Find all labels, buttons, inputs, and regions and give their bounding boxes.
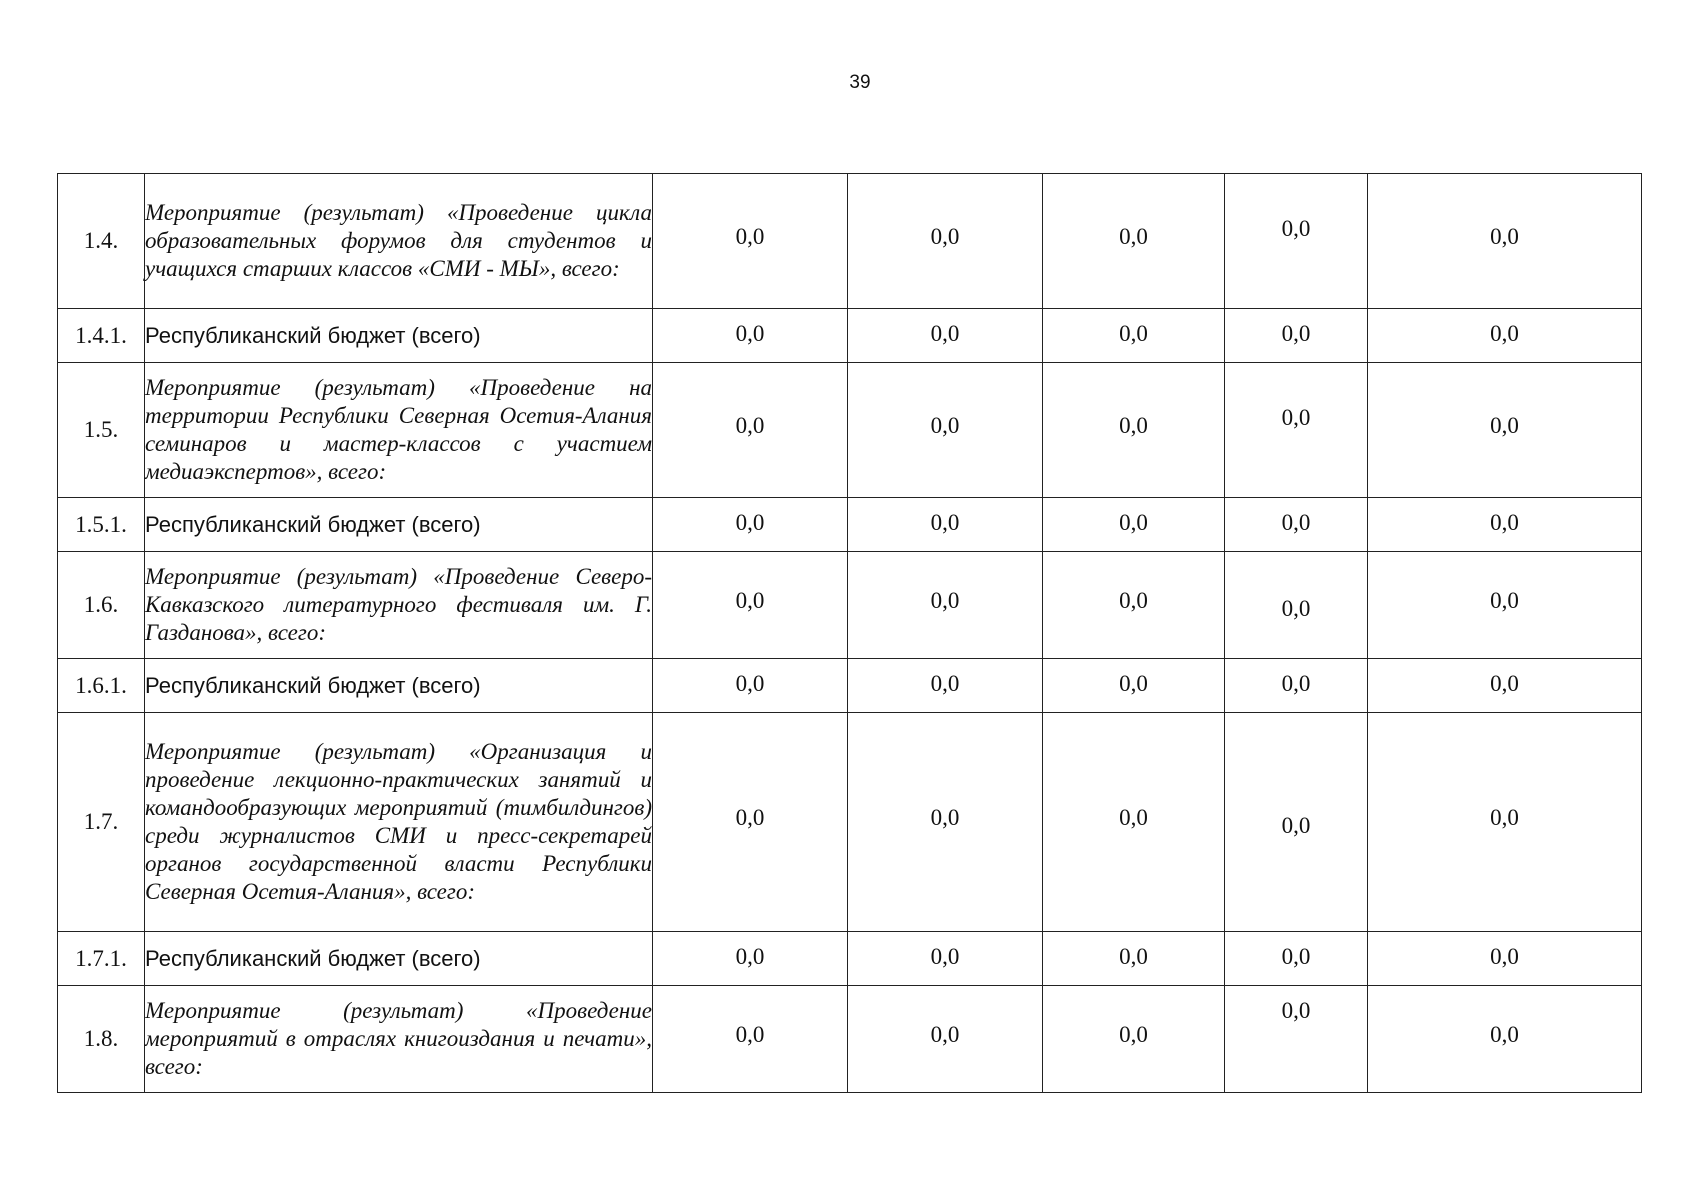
value-cell: 0,0 [1043, 363, 1225, 498]
value-cell: 0,0 [1043, 713, 1225, 932]
value-cell: 0,0 [1043, 659, 1225, 713]
row-description: Республиканский бюджет (всего) [145, 309, 653, 363]
value-cell: 0,0 [1225, 986, 1368, 1093]
table-row [58, 659, 1642, 713]
value-cell: 0,0 [1368, 713, 1642, 932]
value-cell: 0,0 [1368, 932, 1642, 986]
page-number: 39 [849, 72, 871, 93]
row-code: 1.5. [58, 363, 145, 498]
value-cell: 0,0 [1043, 986, 1225, 1093]
value-cell: 0,0 [1225, 713, 1368, 932]
row-description: Мероприятие (результат) «Проведение цикла образовательных форумов для студентов и учащихся старших классов «СМИ - МЫ», всего: [145, 174, 653, 309]
row-description: Республиканский бюджет (всего) [145, 498, 653, 552]
value-cell: 0,0 [653, 932, 848, 986]
value-cell: 0,0 [1043, 498, 1225, 552]
value-cell: 0,0 [653, 498, 848, 552]
row-description: Республиканский бюджет (всего) [145, 659, 653, 713]
value-cell: 0,0 [1368, 986, 1642, 1093]
value-cell: 0,0 [1225, 932, 1368, 986]
value-cell: 0,0 [653, 986, 848, 1093]
table-row [58, 498, 1642, 552]
value-cell: 0,0 [1368, 498, 1642, 552]
table-row [58, 309, 1642, 363]
row-code: 1.8. [58, 986, 145, 1093]
value-cell: 0,0 [1368, 309, 1642, 363]
value-cell: 0,0 [848, 659, 1043, 713]
row-code: 1.5.1. [58, 498, 145, 552]
row-code: 1.6.1. [58, 659, 145, 713]
table-row [58, 932, 1642, 986]
value-cell: 0,0 [848, 309, 1043, 363]
value-cell: 0,0 [653, 713, 848, 932]
value-cell: 0,0 [1225, 552, 1368, 659]
table-row [58, 174, 1642, 309]
value-cell: 0,0 [1368, 552, 1642, 659]
value-cell: 0,0 [653, 363, 848, 498]
value-cell: 0,0 [1225, 309, 1368, 363]
row-code: 1.7. [58, 713, 145, 932]
row-code: 1.4.1. [58, 309, 145, 363]
table-row [58, 986, 1642, 1093]
row-description: Мероприятие (результат) «Проведение на территории Республики Северная Осетия-Алания семинаров и мастер-классов с участием медиаэкспертов», всего: [145, 363, 653, 498]
table-row [58, 552, 1642, 659]
value-cell: 0,0 [848, 713, 1043, 932]
value-cell: 0,0 [653, 309, 848, 363]
value-cell: 0,0 [848, 932, 1043, 986]
table-row [58, 713, 1642, 932]
value-cell: 0,0 [848, 363, 1043, 498]
value-cell: 0,0 [1043, 552, 1225, 659]
row-code: 1.4. [58, 174, 145, 309]
value-cell: 0,0 [848, 552, 1043, 659]
row-code: 1.7.1. [58, 932, 145, 986]
table-row [58, 363, 1642, 498]
value-cell: 0,0 [653, 552, 848, 659]
value-cell: 0,0 [848, 986, 1043, 1093]
value-cell: 0,0 [1368, 174, 1642, 309]
value-cell: 0,0 [653, 174, 848, 309]
value-cell: 0,0 [1225, 174, 1368, 309]
value-cell: 0,0 [1043, 932, 1225, 986]
row-description: Республиканский бюджет (всего) [145, 932, 653, 986]
value-cell: 0,0 [653, 659, 848, 713]
row-description: Мероприятие (результат) «Организация и проведение лекционно-практических занятий и командообразующих мероприятий (тимбилдингов) среди журналистов СМИ и пресс-секретарей органов государственной власти Республики Северная Осетия-Алания», всего: [145, 713, 653, 932]
value-cell: 0,0 [848, 498, 1043, 552]
budget-table [57, 173, 1642, 1093]
value-cell: 0,0 [1043, 309, 1225, 363]
row-code: 1.6. [58, 552, 145, 659]
value-cell: 0,0 [1043, 174, 1225, 309]
value-cell: 0,0 [848, 174, 1043, 309]
value-cell: 0,0 [1225, 363, 1368, 498]
value-cell: 0,0 [1225, 659, 1368, 713]
value-cell: 0,0 [1368, 659, 1642, 713]
value-cell: 0,0 [1225, 498, 1368, 552]
row-description: Мероприятие (результат) «Проведение мероприятий в отраслях книгоиздания и печати», всего: [145, 986, 653, 1093]
value-cell: 0,0 [1368, 363, 1642, 498]
row-description: Мероприятие (результат) «Проведение Северо-Кавказского литературного фестиваля им. Г. Газданова», всего: [145, 552, 653, 659]
